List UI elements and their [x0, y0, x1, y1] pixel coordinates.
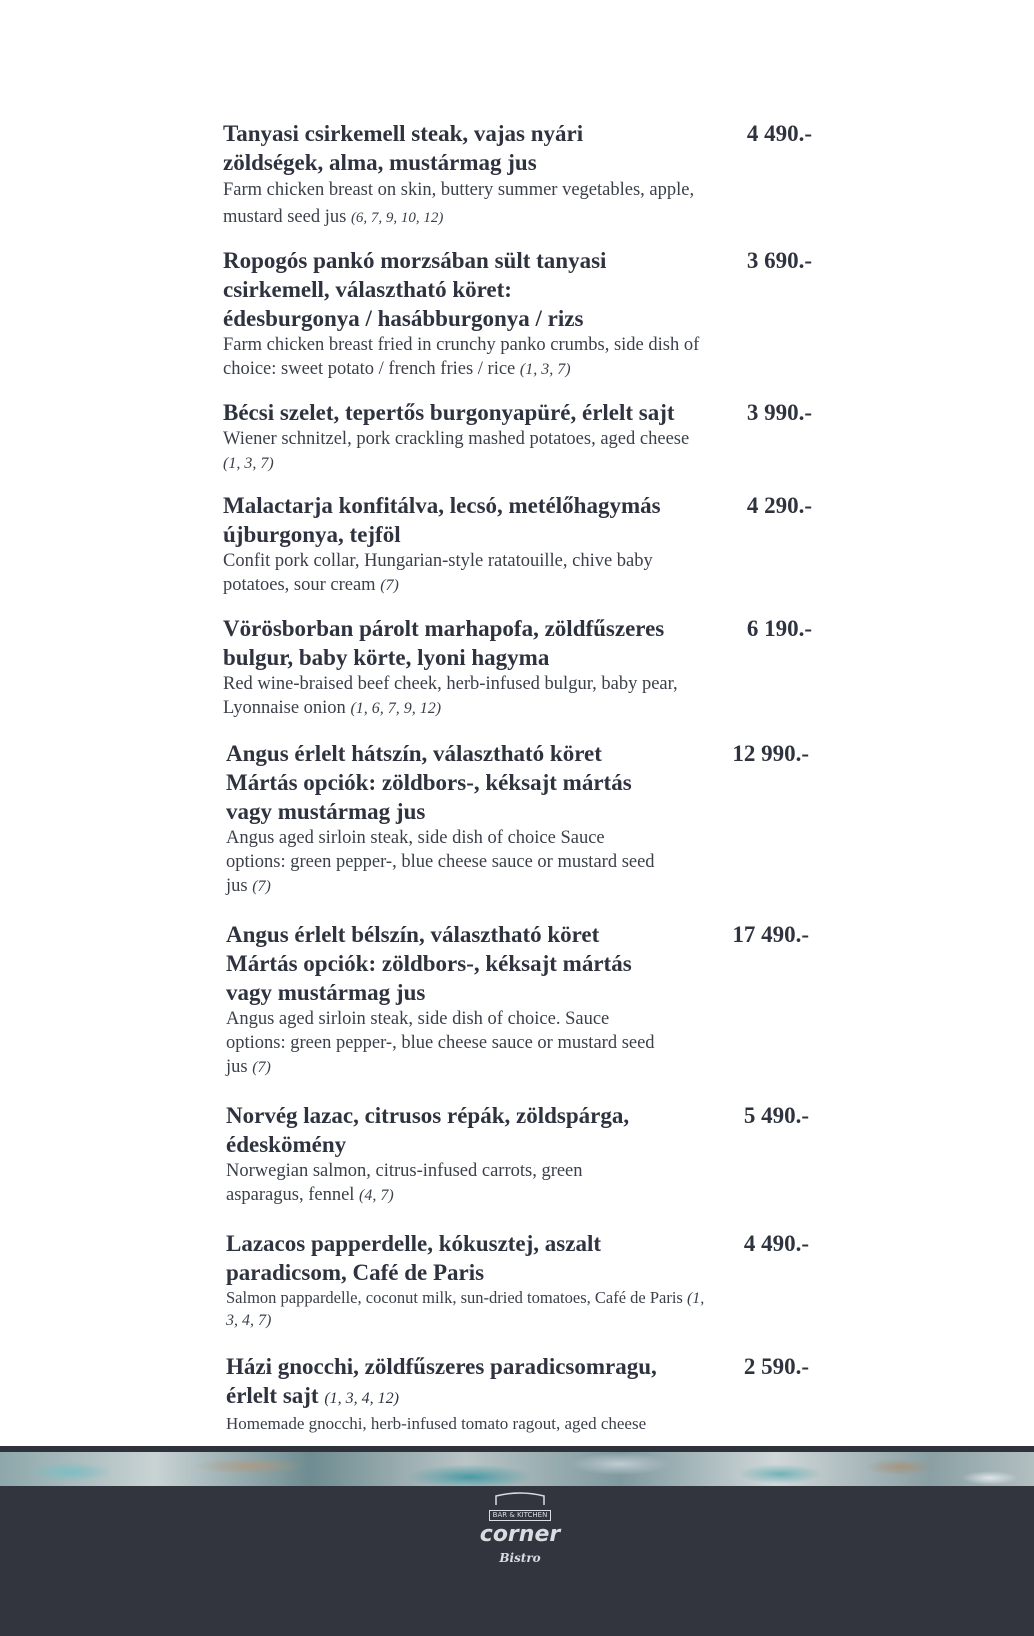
dish-price: 4 290.- — [746, 493, 812, 518]
allergens: (4, 7) — [359, 1187, 394, 1204]
dish-description-text: Angus aged sirloin steak, side dish of choice. Sauce options: green pepper-, blue cheese sauce or mustard seed jus — [226, 1009, 655, 1077]
allergens: (1, 3, 7) — [223, 455, 274, 472]
dish-name: Vörösborban párolt marhapofa, zöldfűszeres bulgur, baby körte, lyoni hagyma — [223, 616, 665, 670]
dish-name: Ropogós pankó morzsában sült tanyasi csirkemell, választható köret: édesburgonya / hasábburgonya / rizs — [223, 248, 607, 331]
dish-name: Malactarja konfitálva, lecsó, metélőhagymás újburgonya, tejföl — [223, 493, 661, 547]
shield-icon — [492, 1492, 548, 1506]
dish-price: 17 490.- — [732, 922, 809, 947]
menu-item — [223, 398, 723, 476]
dish-description — [223, 549, 713, 598]
dish-price: 4 490.- — [746, 121, 812, 146]
allergens: (7) — [252, 878, 271, 895]
menu-item — [223, 119, 723, 232]
dish-name: Lazacos papperdelle, kókusztej, aszalt paradicsom, Café de Paris — [226, 1231, 602, 1285]
allergens: (1, 3, 7) — [519, 361, 571, 378]
dish-description-text: Confit pork collar, Hungarian-style ratatouille, chive baby potatoes, sour cream — [223, 551, 653, 595]
dish-description-text: Farm chicken breast fried in crunchy panko crumbs, side dish of choice: sweet potato / french fries / rice — [223, 335, 700, 379]
dish-price: 2 590.- — [743, 1354, 809, 1379]
allergens: (1, 3, 4, 7) — [226, 1290, 705, 1329]
dish-description — [223, 177, 703, 232]
dish-name: Tanyasi csirkemell steak, vajas nyári zöldségek, alma, mustármag jus — [223, 121, 584, 175]
dish-name: Norvég lazac, citrusos répák, zöldspárga, édeskömény — [226, 1103, 630, 1157]
menu-item — [223, 246, 723, 382]
menu-item — [226, 739, 696, 899]
dish-name: Angus érlelt bélszín, választható köret Mártás opciók: zöldbors-, kéksajt mártás vagy mustármag jus — [226, 922, 632, 1005]
dish-price: 3 990.- — [746, 400, 812, 425]
dish-name: Angus érlelt hátszín, választható köret Mártás opciók: zöldbors-, kéksajt mártás vagy mustármag jus — [226, 741, 632, 824]
dish-description — [223, 672, 703, 721]
dish-description-text: Wiener schnitzel, pork crackling mashed potatoes, aged cheese — [223, 429, 690, 449]
dish-name: Bécsi szelet, tepertős burgonyapüré, érlelt sajt — [223, 400, 675, 425]
menu-item — [226, 920, 696, 1080]
dish-description — [226, 1007, 656, 1080]
allergens: (6, 7, 9, 10, 12) — [350, 210, 444, 226]
corner-bistro-logo — [465, 1490, 575, 1568]
menu-item — [226, 1101, 696, 1208]
dish-description-text: Salmon pappardelle, coconut milk, sun-dried tomatoes, Café de Paris — [226, 1288, 683, 1307]
dish-price: 3 690.- — [746, 248, 812, 273]
dish-price: 4 490.- — [743, 1231, 809, 1256]
logo-subtitle: Bistro — [499, 1551, 541, 1565]
allergens: (7) — [252, 1059, 271, 1076]
menu-item — [223, 614, 723, 721]
dish-description — [226, 1287, 706, 1331]
menu-item — [223, 491, 723, 598]
dish-description-text: Angus aged sirloin steak, side dish of choice Sauce options: green pepper-, blue cheese sauce or mustard seed jus — [226, 828, 655, 896]
menu-item — [226, 1229, 705, 1331]
dish-name — [226, 1352, 706, 1413]
allergens: (1, 6, 7, 9, 12) — [350, 700, 442, 717]
dish-description — [226, 1159, 656, 1208]
logo-wordmark: corner — [479, 1522, 561, 1547]
dish-description — [223, 333, 703, 382]
allergens: (7) — [380, 577, 399, 594]
dish-description — [223, 427, 693, 476]
dish-description-text: Red wine-braised beef cheek, herb-infused bulgur, baby pear, Lyonnaise onion — [223, 674, 678, 718]
dish-price: 12 990.- — [732, 741, 809, 766]
dish-description-text: Farm chicken breast on skin, buttery summer vegetables, apple, mustard seed jus — [223, 180, 695, 227]
logo-tagline: BAR & KITCHEN — [489, 1510, 552, 1521]
dish-price: 6 190.- — [746, 616, 812, 641]
allergens: (1, 3, 4, 12) — [324, 1390, 399, 1407]
dish-description — [226, 826, 656, 899]
menu-item — [226, 1352, 716, 1435]
dish-name-text: Házi gnocchi, zöldfűszeres paradicsomragu, érlelt sajt — [226, 1354, 657, 1408]
dish-description-text: Norwegian salmon, citrus-infused carrots, green asparagus, fennel — [226, 1161, 583, 1205]
dish-price: 5 490.- — [743, 1103, 809, 1128]
dish-description: Homemade gnocchi, herb-infused tomato ragout, aged cheese — [226, 1414, 647, 1433]
